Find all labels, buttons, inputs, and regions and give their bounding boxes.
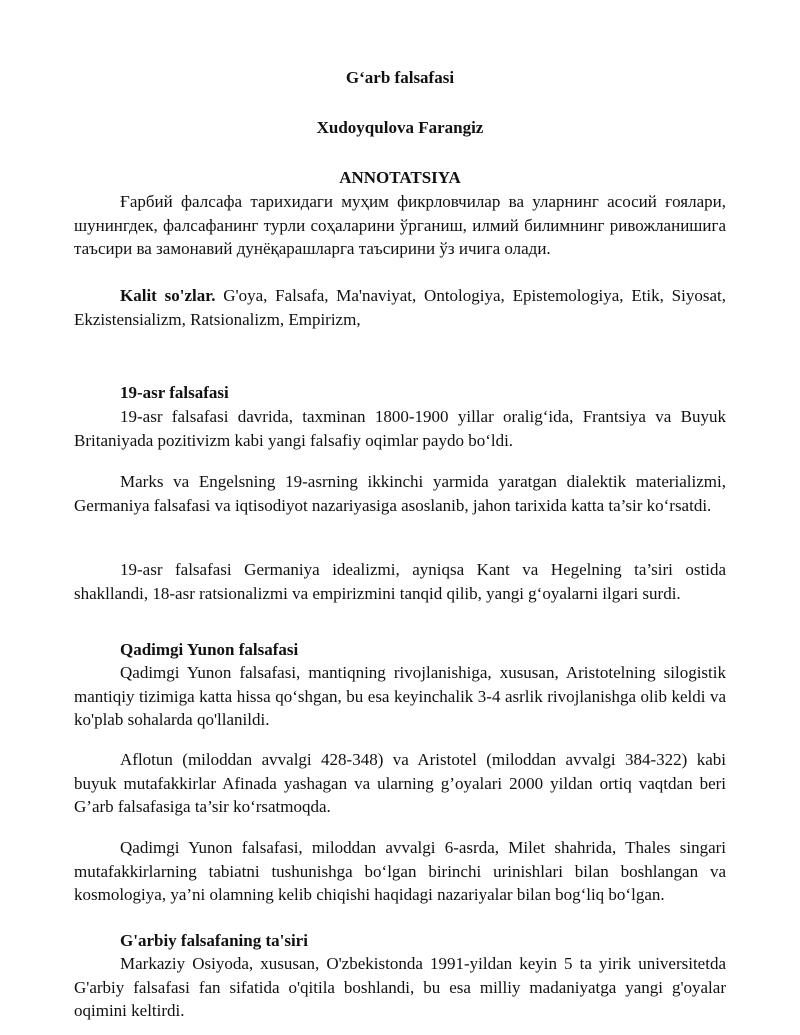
section-paragraph: Qadimgi Yunon falsafasi, miloddan avvalgi 6-asrda, Milet shahrida, Thales singari mutafakkirlarning tabiatni tushunishga bo‘lgan birinchi urinishlari bilan boshlangan va kosmologiya, ya’ni olamning kelib chiqishi haqidagi nazariyalar bilan bog‘liq bo‘lgan. — [74, 838, 726, 904]
author-name: Xudoyqulova Farangiz — [316, 118, 484, 137]
section-paragraph: 19-asr falsafasi davrida, taxminan 1800-1900 yillar oralig‘ida, Frantsiya va Buyuk Britaniyada pozitivizm kabi yangi falsafiy oqimlar paydo bo‘ldi. — [74, 407, 726, 450]
keywords-paragraph — [74, 284, 726, 331]
document-title: G‘arb falsafasi — [345, 68, 455, 87]
section-heading: 19-asr falsafasi — [120, 383, 229, 402]
section-heading: Qadimgi Yunon falsafasi — [120, 640, 299, 659]
keywords-label: Kalit so'zlar. — [120, 286, 216, 305]
section-paragraph: Markaziy Osiyoda, xususan, O'zbekistonda 1991-yildan keyin 5 ta yirik universitetda G'arbiy falsafasi fan sifatida o'qitila boshlandi, bu esa milliy madaniyatga yangi g'oyalar oqimini keltirdi. — [74, 954, 726, 1020]
keywords-list: G'oya, Falsafa, Ma'naviyat, Ontologiya, Epistemologiya, Etik, Siyosat, Ekzistensializm, Ratsionalizm, Empirizm, — [74, 286, 726, 329]
section-paragraph: 19-asr falsafasi Germaniya idealizmi, ayniqsa Kant va Hegelning ta’siri ostida shakllandi, 18-asr ratsionalizmi va empirizmini tanqid qilib, yangi g‘oyalarni ilgari surdi. — [74, 560, 726, 603]
section-paragraph: Marks va Engelsning 19-asrning ikkinchi yarmida yaratgan dialektik materializmi, Germaniya falsafasi va iqtisodiyot nazariyasiga asoslanib, jahon tarixida katta ta’sir ko‘rsatdi. — [74, 472, 726, 515]
section-paragraph: Qadimgi Yunon falsafasi, mantiqning rivojlanishiga, xususan, Aristotelning silogistik mantiqiy tizimiga katta hissa qo‘shgan, bu esa keyinchalik 3-4 asrlik rivojlanishga olib keldi va ko'plab sohalarda qo'llanildi. — [74, 663, 726, 729]
section-heading: G'arbiy falsafaning ta'siri — [120, 931, 308, 950]
annotation-text: Ғарбий фалсафа тарихидаги муҳим фикрловчилар ва уларнинг асосий ғоялари, шунингдек, фалсафанинг турли соҳаларини ўрганиш, илмий билимнинг ривожланишига таъсири ва замонавий дунёқарашларга таъсирини ўз ичига олади. — [74, 192, 726, 258]
annotation-heading: ANNOTATSIYA — [339, 168, 461, 187]
section-paragraph: Aflotun (miloddan avvalgi 428-348) va Aristotel (miloddan avvalgi 384-322) kabi buyuk mutafakkirlar Afinada yashagan va ularning g’oyalari 2000 yildan ortiq vaqtdan beri G’arb falsafasiga ta’sir ko‘rsatmoqda. — [74, 750, 726, 816]
